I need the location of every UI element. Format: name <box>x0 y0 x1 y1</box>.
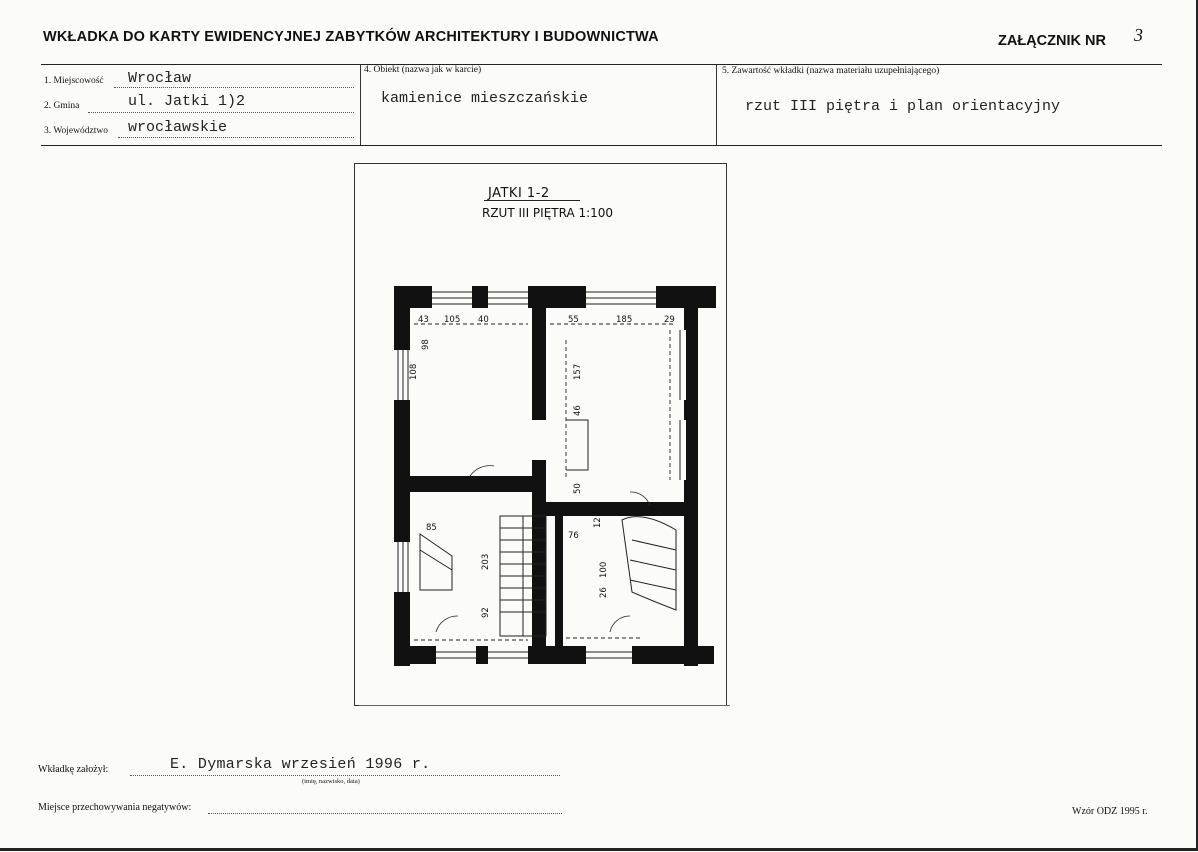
dim-label: 185 <box>616 315 633 325</box>
miejscowosc-label: 1. Miejscowość <box>44 76 104 86</box>
column-divider-2 <box>716 64 717 145</box>
dim-label: 43 <box>418 315 429 325</box>
dim-label: 50 <box>573 483 583 494</box>
floor-plan-drawing <box>380 280 725 685</box>
dim-label: 20 <box>534 315 545 325</box>
table-top-rule <box>41 64 1162 65</box>
dim-label: 40 <box>478 315 489 325</box>
attachment-label: ZAŁĄCZNIK NR <box>998 33 1106 49</box>
dim-label: 12 <box>593 517 603 528</box>
dim-label: 46 <box>573 405 583 416</box>
plan-title: JATKI 1-2 <box>488 186 550 201</box>
dim-label: 108 <box>409 363 419 380</box>
wojewodztwo-value: wrocławskie <box>128 119 228 136</box>
gmina-dotline <box>88 112 354 113</box>
dim-label: 76 <box>568 531 579 541</box>
plan-walls <box>394 286 716 666</box>
dim-label: 55 <box>568 315 579 325</box>
zawartosc-label: 5. Zawartość wkładki (nazwa materiału uzupełniającego) <box>722 66 940 76</box>
miejscowosc-dotline <box>114 87 354 88</box>
column-divider-1 <box>360 64 361 145</box>
obiekt-value: kamienice mieszczańskie <box>381 90 589 107</box>
gmina-value: ul. Jatki 1)2 <box>128 93 246 110</box>
dim-label: 203 <box>481 553 491 570</box>
wojewodztwo-dotline <box>118 137 354 138</box>
dim-label: 105 <box>444 315 461 325</box>
table-bottom-rule <box>41 145 1162 146</box>
attachment-number: 3 <box>1134 25 1143 45</box>
dim-label: 85 <box>426 523 437 533</box>
dim-label: 100 <box>599 561 609 578</box>
dim-label: 98 <box>421 339 431 350</box>
dim-label: 26 <box>599 587 609 598</box>
author-value: E. Dymarska wrzesień 1996 r. <box>170 756 431 773</box>
form-title: WKŁADKA DO KARTY EWIDENCYJNEJ ZABYTKÓW ARCHITEKTURY I BUDOWNICTWA <box>43 29 659 45</box>
plan-subtitle: RZUT III PIĘTRA 1:100 <box>482 206 614 220</box>
storage-dotline <box>208 813 562 814</box>
plan-title-underline <box>484 200 580 201</box>
form-model: Wzór ODZ 1995 r. <box>1072 806 1148 817</box>
drawing-frame-shadow <box>359 705 730 706</box>
wojewodztwo-label: 3. Województwo <box>44 126 108 136</box>
dim-label: 29 <box>664 315 675 325</box>
author-note: (imię, nazwisko, data) <box>302 778 360 785</box>
author-dotline <box>130 775 560 776</box>
gmina-label: 2. Gmina <box>44 101 80 111</box>
miejscowosc-value: Wrocław <box>128 70 192 87</box>
zawartosc-value: rzut III piętra i plan orientacyjny <box>745 98 1061 115</box>
dim-label: 92 <box>481 607 491 618</box>
author-label: Wkładkę założył: <box>38 764 109 775</box>
dim-label: 157 <box>573 363 583 380</box>
plan-stairs <box>420 420 676 636</box>
storage-label: Miejsce przechowywania negatywów: <box>38 802 192 813</box>
obiekt-label: 4. Obiekt (nazwa jak w karcie) <box>364 65 482 75</box>
